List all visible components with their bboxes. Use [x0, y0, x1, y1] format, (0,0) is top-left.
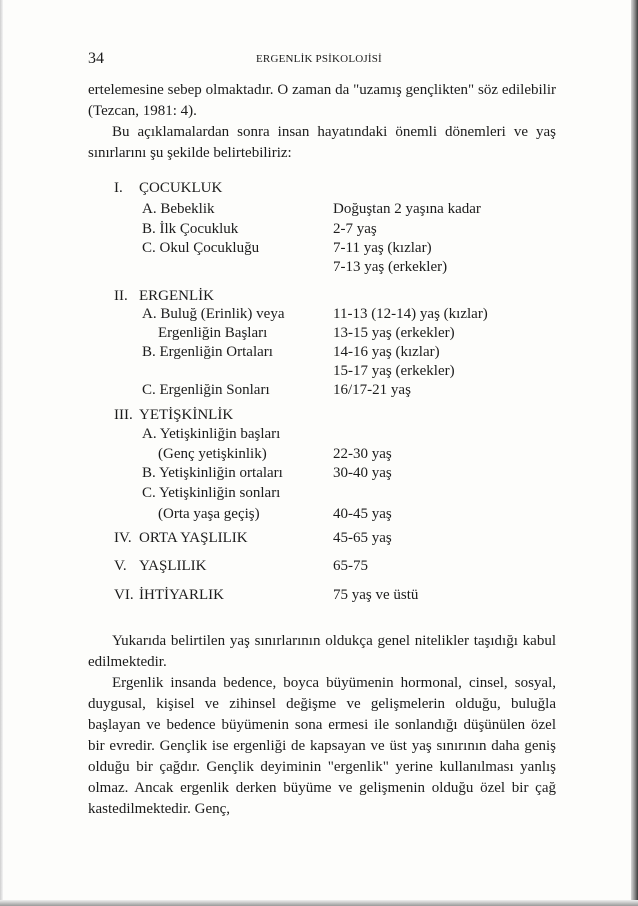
- intro-lead-paragraph: Bu açıklamalardan sonra insan hayatındaki önemli dönemleri ve yaş sınırlarını şu şekilde belirtebiliriz:: [88, 124, 556, 161]
- stage-label: A. Buluğ (Erinlik) veya: [142, 306, 285, 322]
- stage-label: A. Bebeklik: [142, 201, 215, 217]
- stage-age-range: 7-11 yaş (kızlar): [333, 240, 432, 256]
- stage-label-continuation: Ergenliğin Başları: [158, 325, 268, 341]
- period-numeral: IV.: [114, 530, 132, 546]
- stage-label: A. Yetişkinliğin başları: [142, 426, 281, 442]
- page-edge-bottom: [0, 900, 638, 906]
- stage-age-range: 11-13 (12-14) yaş (kızlar): [333, 306, 488, 322]
- stage-age-range: Doğuştan 2 yaşına kadar: [333, 201, 481, 217]
- stage-label: C. Yetişkinliğin sonları: [142, 485, 281, 501]
- period-title: ÇOCUKLUK: [139, 180, 223, 196]
- stage-age-range: 15-17 yaş (erkekler): [333, 363, 455, 379]
- stage-label-continuation: (Orta yaşa geçiş): [158, 506, 260, 522]
- stage-age-range: 13-15 yaş (erkekler): [333, 325, 455, 341]
- period-numeral: VI.: [114, 587, 134, 603]
- period-title: YETİŞKİNLİK: [139, 407, 234, 423]
- stage-age-range: 7-13 yaş (erkekler): [333, 259, 448, 275]
- stage-age-range: 40-45 yaş: [333, 506, 392, 522]
- period-numeral: III.: [114, 407, 133, 423]
- stage-label: B. Yetişkinliğin ortaları: [142, 465, 283, 481]
- stage-label: B. Ergenliğin Ortaları: [142, 344, 273, 360]
- period-title: İHTİYARLIK: [139, 587, 224, 603]
- stage-age-range: 22-30 yaş: [333, 446, 392, 462]
- period-numeral: I.: [114, 180, 123, 196]
- stage-age-range: 16/17-21 yaş: [333, 382, 411, 398]
- period-numeral: V.: [114, 558, 127, 574]
- period-age-range: 65-75: [333, 558, 368, 574]
- period-age-range: 45-65 yaş: [333, 530, 392, 546]
- intro-continuation-paragraph: ertelemesine sebep olmaktadır. O zaman da "uzamış gençlikten" söz edilebilir (Tezcan, 1981: 4).: [88, 82, 556, 119]
- period-age-range: 75 yaş ve üstü: [333, 587, 419, 603]
- stage-label-continuation: (Genç yetişkinlik): [158, 446, 267, 462]
- period-numeral: II.: [114, 288, 128, 304]
- stage-label: C. Okul Çocukluğu: [142, 240, 260, 256]
- page-edge-left: [0, 0, 3, 906]
- stage-age-range: 14-16 yaş (kızlar): [333, 344, 440, 360]
- stage-label: C. Ergenliğin Sonları: [142, 382, 270, 398]
- stage-age-range: 30-40 yaş: [333, 465, 392, 481]
- period-title: ERGENLİK: [139, 288, 214, 304]
- stage-label: B. İlk Çocukluk: [142, 221, 239, 237]
- stage-age-range: 2-7 yaş: [333, 221, 377, 237]
- page-edge-right: [631, 0, 638, 906]
- period-title: YAŞLILIK: [139, 558, 207, 574]
- closing-paragraph-2: Ergenlik insanda bedence, boyca büyümenin hormonal, cinsel, sosyal, duygusal, kişisel ve zihinsel değişme ve gelişmelerin olduğu, buluğla başlayan ve bedence büyümenin sona ermesi ile sonlandığı düşünülen özel bir evredir. Gençlik ise ergenliği de kapsayan ve üst yaş sınırının daha geniş olduğu bir çağdır. Gençlik deyiminin "ergenlik" yerine kullanılması yanlış olmaz. Ancak ergenlik derken büyüme ve gelişmenin olduğu özel bir çağ kastedilmektedir. Genç,: [88, 675, 556, 817]
- running-head: ERGENLİK PSİKOLOJİSİ: [256, 53, 382, 65]
- page-number: 34: [88, 50, 104, 67]
- closing-paragraph-1: Yukarıda belirtilen yaş sınırlarının oldukça genel nitelikler taşıdığı kabul edilmektedir.: [88, 633, 556, 670]
- period-title: ORTA YAŞLILIK: [139, 530, 248, 546]
